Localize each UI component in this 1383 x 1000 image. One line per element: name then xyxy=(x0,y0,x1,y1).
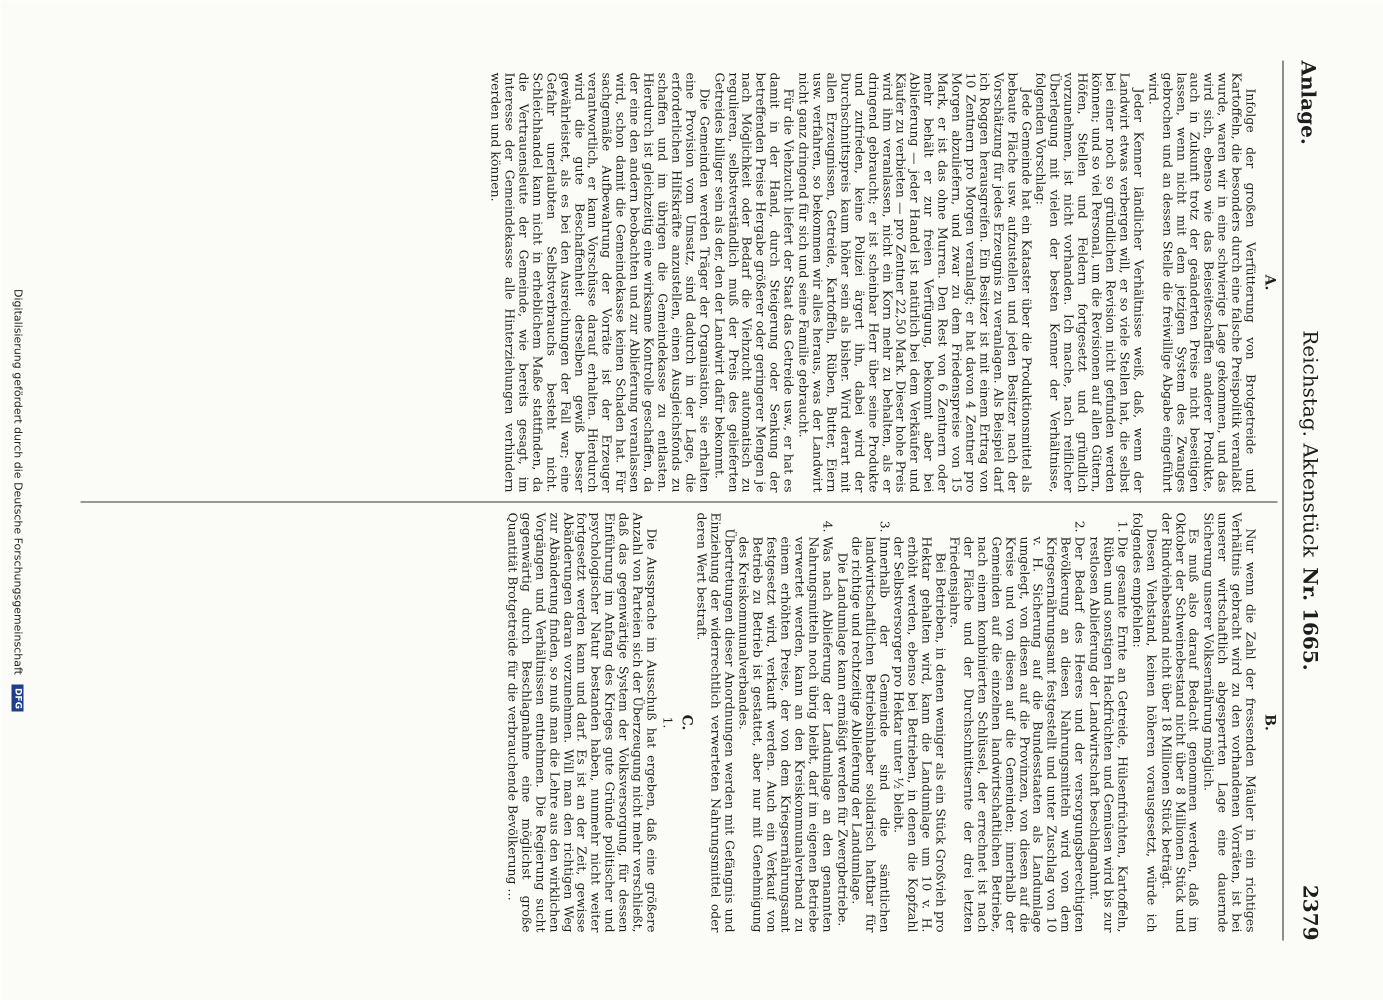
list-item xyxy=(1087,536,1129,932)
section-c-subheading: 1. xyxy=(659,716,675,728)
paragraph: Die Gemeinden werden Träger der Organisation, sie erhalten eine Provision vom Umsatz, sind dadurch in der Lage, die erforderlichen Hilfskräfte anzustellen, einen Ausgleichsfonds zu schaffen und im übrigen die Gemeindekasse zu entlasten. Hierdurch ist gleichzeitig eine wirksame Kontrolle geschaffen, da der eine den andern beobachten und zur Ablieferung veranlassen wird, schon damit die Gemeindekasse keinen Schaden hat. Für sachgemäße Aufbewahrung der Vorräte ist der Erzeuger verantwortlich, er kann Vorschüsse darauf erhalten. Hierdurch wird die gute Beschaffenheit derselben gewiß besser gewährleistet, als es bei den Ausreichungen der Fall war; eine Gefahr unerlaubten Selbstverbrauchs besteht nicht. Schleichhandel kann nicht in erheblichem Maße stattfinden, da die Vertrauensleute der Gemeinde, wie bereits gesagt, im Interesse der Gemeindekasse alle Hinterziehungen verhindern werden und können. xyxy=(488,72,712,492)
list-item xyxy=(737,536,834,932)
list-item-note: Bei Betrieben, in denen weniger als ein Stück Großvieh pro Hektar gehalten wird, kann die Landumlage um 10 v. H. erhöht werden, ebenso bei Betrieben, in denen die Kopfzahl der Selbstversorger pro Hektar unter ½ bleibt. xyxy=(891,536,949,932)
paragraph: Jeder Kenner ländlicher Verhältnisse weiß, daß, wenn der Landwirt etwas verbergen will, er so viele Stellen hat, die selbst bei einer noch so gründlichen Revision nicht gefunden werden können; und so viel Personal, um die Revisionen auf allen Gütern, Höfen, Stellen und Feldern fortgesetzt und gründlich vorzunehmen, ist nicht vorhanden. Ich mache, nach reiflicher Überlegung mit vielen der besten Kenner der Verhältnisse, folgenden Vorschlag: xyxy=(1033,72,1146,492)
list-item-text: Der Bedarf des Heeres und der versorgungsberechtigten Bevölkerung an diesen Nahrungsmitteln wird von dem Kriegsernährungsamt festgestellt und unter Zuschlag von 10 v. H. Sicherung auf die Bundesstaaten als Landumlage umgelegt, von diesen auf die Provinzen, von diesen auf die Kreise und von diesen auf die Gemeinden; innerhalb der Gemeinden auf die einzelnen landwirtschaftlichen Betriebe, nach einem kombinierten Schlüssel, der errechnet ist nach der Fläche und der Durchschnittsernte der drei letzten Friedensjahre. xyxy=(947,536,1088,932)
page-number: 2379 xyxy=(1298,884,1322,940)
digitization-credit xyxy=(10,0,24,1000)
left-column xyxy=(72,72,1277,492)
list-item-text: Die gesamte Ernte an Getreide, Hülsenfrüchten, Kartoffeln, Rüben und sonstigen Hackfrüchten und Gemüsen wird bis zur restlosen Ablieferung der Landwirtschaft beschlagnahmt. xyxy=(1087,536,1130,932)
section-c-body xyxy=(505,512,658,932)
section-b-heading: B. xyxy=(1261,713,1277,731)
paragraph: Es muß also darauf Bedacht genommen werden, daß im Oktober der Schweinebestand nicht über 8 Millionen Stück und der Rindviehbestand nicht über 18 Millionen Stück beträgt. xyxy=(1158,512,1202,932)
running-title xyxy=(1298,60,1322,940)
section-b-closing: Übertretungen dieser Anordnungen werden mit Gefängnis und Einziehung der widerrechtlich verwerteten Nahrungsmittel oder deren Wert bestraft. xyxy=(693,512,737,932)
list-item xyxy=(835,536,891,932)
list-item-text: Was nach Ablieferung der Landumlage an den genannten Nahrungsmitteln noch übrig bleibt, darf im eigenen Betriebe verwertet werden, kann an den Kreiskommunalverband zu einem erhöhten Preise, der von dem Kriegsernährungsamt festgesetzt wird, verkauft werden. Auch ein Verkauf von Betrieb zu Betrieb ist gestattet, aber nur mit Genehmigung des Kreiskommunalverbandes. xyxy=(736,536,835,932)
dfg-logo: DFG xyxy=(11,684,23,711)
list-item xyxy=(892,536,1087,932)
header-rule xyxy=(1282,60,1283,940)
section-b-list xyxy=(737,512,1129,932)
paragraph: Jede Gemeinde hat ein Kataster über die Produktionsmittel als bebaute Fläche usw. aufzustellen und jeden Besitzer nach der Vorschätzung für jedes Erzeugnis zu veranlagen. Als Beispiel darf ich Roggen herausgreifen. Ein Besitzer ist mit einem Ertrag von 10 Zentnern pro Morgen veranlagt; er hat davon 4 Zentner pro Morgen abzuliefern, und zwar zu dem Friedenspreise von 15 Mark, er ist das ohne Murren. Den Rest von 6 Zentnern oder mehr behält er zur freien Verfügung, bekommt aber bei Ablieferung — jeder Handel ist natürlich bei dem Verkäufer und Käufer zu verbieten — pro Zentner 22,50 Mark. Dieser hohe Preis wird ihm veranlassen, nicht ein Korn mehr zu behalten, als er dringend gebraucht; er ist scheinbar Herr über seine Produkte und zufrieden, keine Polizei ärgert ihn, dabei wird der Durchschnittspreis kaum höher sein als bisher. Wird derart mit allen Erzeugnissen, Getreide, Kartoffeln, Rüben, Butter, Eiern usw. verfahren, so bekommen wir alles heraus, was der Landwirt nicht ganz dringend für sich und seine Familie gebraucht. xyxy=(796,72,1034,492)
paragraph: Infolge der großen Verfütterung von Brotgetreide und Kartoffeln, die besonders durch eine falsche Preispolitik veranlaßt wurde, waren wir in eine schwierige Lage gekommen, und das wird sich, ebenso wie das Beiseiteschaffen anderer Produkte, auch in Zukunft trotz der geänderten Preise nicht beseitigen lassen, wenn nicht mit dem jetzigen System des Zwanges gebrochen und an dessen Stelle die freiwillige Abgabe eingeführt wird. xyxy=(1145,72,1259,492)
credit-text: Digitalisierung gefördert durch die Deutsche Forschungsgemeinschaft xyxy=(11,288,24,675)
document-number: Nr. 1665. xyxy=(1298,566,1322,671)
list-item-note: Die Landumlage kann ermäßigt werden für Zwergbetriebe. xyxy=(834,552,850,926)
title-text: Reichstag. Aktenstück xyxy=(1298,329,1322,557)
section-c-heading: C. xyxy=(677,714,694,730)
paragraph: Nur wenn die Zahl der fressenden Mäuler in ein richtiges Verhältnis gebracht wird zu den vorhandenen Vorräten, ist bei unserer wirtschaftlich abgesperrten Lage eine dauernde Sicherung unserer Volksernährung möglich. xyxy=(1201,512,1259,932)
annex-label: Anlage. xyxy=(1296,60,1320,145)
section-b-body xyxy=(1130,512,1257,932)
right-column xyxy=(72,512,1277,932)
paragraph: Die Aussprache im Ausschuß hat ergeben, daß eine größere Anzahl von Parteien sich der Überzeugung nicht mehr verschließt, daß das gegenwärtige System der Volksversorgung, für dessen Einführung im Anfang des Krieges gute Gründe politischer und psychologischer Natur bestanden haben, nunmehr nicht weiter fortgesetzt werden kann und darf. Es ist an der Zeit, gewisse Abänderungen daran vorzunehmen. Will man den richtigen Weg zur Abänderung finden, so muß man die Lehre aus den wirklichen Vorgängen und Verhältnissen entnehmen. Die Regierung sucht gegenwärtig durch Beschlagnahme eine möglichst große Quantität Brotgetreide für die verbrauchende Bevölkerung … xyxy=(504,512,660,932)
column-divider xyxy=(80,501,1277,502)
paragraph: Diesen Viehstand, keinen höheren vorausgesetzt, würde ich folgendes empfehlen: xyxy=(1129,512,1159,932)
page-header xyxy=(1288,60,1328,940)
paragraph: Für die Viehzucht liefert der Staat das Getreide usw., er hat es damit in der Hand, durch Steigerung oder Senkung der betreffenden Preise Hergabe größerer oder geringerer Mengen je nach Möglichkeit oder Bedarf die Viehzucht automatisch zu regulieren, selbstverständlich muß der Preis des gelieferten Getreides billiger sein als der, den der Landwirt dafür bekommt. xyxy=(711,72,797,492)
list-item-text: Innerhalb der Gemeinde sind die sämtlichen landwirtschaftlichen Betriebsinhaber solidarisch haftbar für die richtige und rechtzeitige Ablieferung der Landumlage. xyxy=(848,536,892,932)
section-a-heading: A. xyxy=(1261,274,1277,290)
section-a-body xyxy=(488,72,1257,492)
